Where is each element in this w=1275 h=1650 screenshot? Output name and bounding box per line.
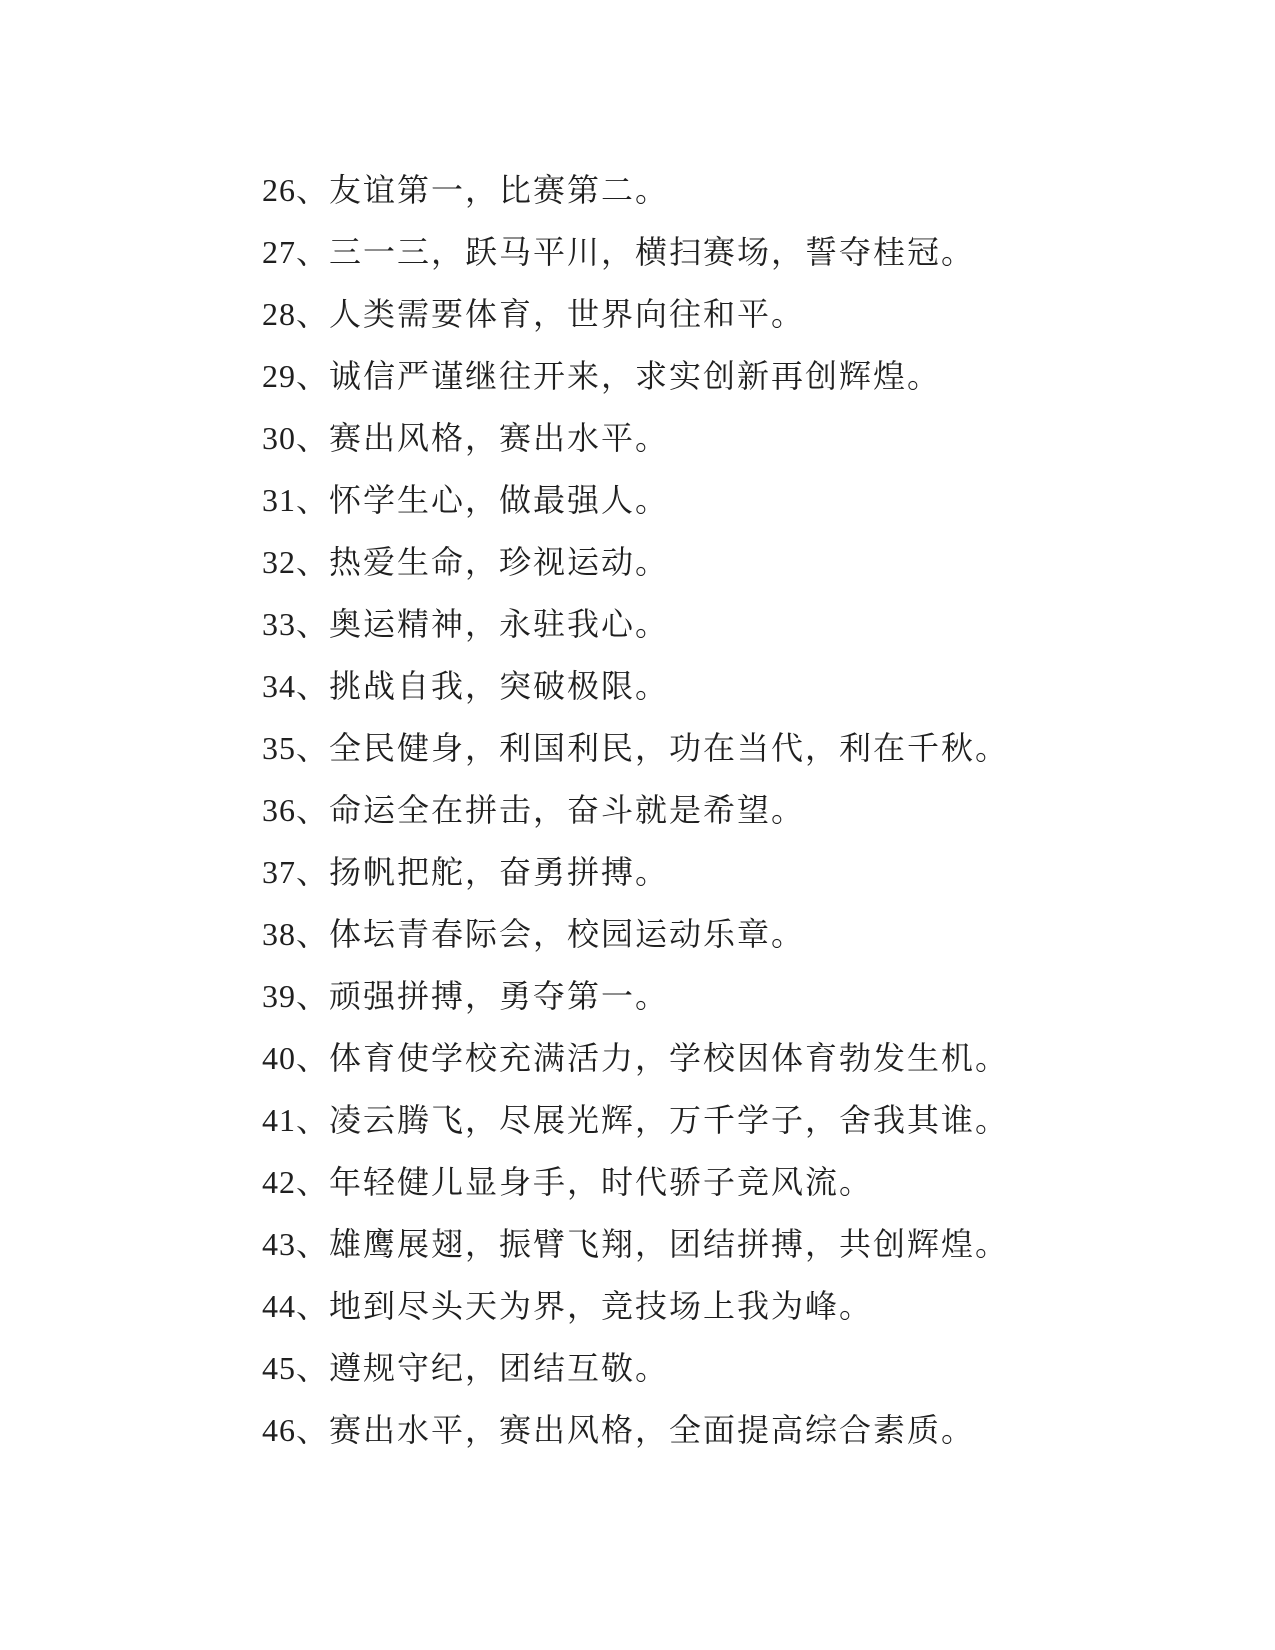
list-item: [262, 221, 1155, 283]
item-text: 年轻健儿显身手，时代骄子竞风流。: [329, 1164, 874, 1200]
item-number: 40、: [262, 1040, 330, 1076]
item-text: 奥运精神，永驻我心。: [329, 606, 670, 642]
item-number: 31、: [262, 482, 330, 518]
list-item: [262, 1213, 1155, 1275]
item-text: 体育使学校充满活力，学校因体育勃发生机。: [329, 1040, 1010, 1076]
list-item: [262, 1151, 1155, 1213]
item-number: 42、: [262, 1164, 330, 1200]
item-number: 43、: [262, 1226, 330, 1262]
list-item: [262, 345, 1155, 407]
item-number: 44、: [262, 1288, 330, 1324]
list-item: [262, 407, 1155, 469]
list-item: [262, 1337, 1155, 1399]
item-number: 27、: [262, 234, 330, 270]
list-item: [262, 841, 1155, 903]
item-number: 29、: [262, 358, 330, 394]
item-text: 命运全在拼击，奋斗就是希望。: [329, 792, 806, 828]
item-number: 32、: [262, 544, 330, 580]
list-item: [262, 531, 1155, 593]
list-item: [262, 903, 1155, 965]
item-number: 26、: [262, 172, 330, 208]
item-text: 体坛青春际会，校园运动乐章。: [329, 916, 806, 952]
item-number: 30、: [262, 420, 330, 456]
item-text: 顽强拼搏，勇夺第一。: [329, 978, 670, 1014]
list-item: [262, 1027, 1155, 1089]
list-item: [262, 655, 1155, 717]
item-text: 诚信严谨继往开来，求实创新再创辉煌。: [329, 358, 942, 394]
list-item: [262, 469, 1155, 531]
item-number: 45、: [262, 1350, 330, 1386]
item-text: 雄鹰展翅，振臂飞翔，团结拼搏，共创辉煌。: [329, 1226, 1010, 1262]
item-text: 遵规守纪，团结互敬。: [329, 1350, 670, 1386]
list-item: [262, 717, 1155, 779]
list-item: [262, 1089, 1155, 1151]
list-item: [262, 593, 1155, 655]
list-item: [262, 283, 1155, 345]
item-number: 38、: [262, 916, 330, 952]
item-text: 地到尽头天为界，竞技场上我为峰。: [329, 1288, 874, 1324]
list-item: [262, 159, 1155, 221]
item-text: 赛出风格，赛出水平。: [329, 420, 670, 456]
item-text: 凌云腾飞，尽展光辉，万千学子，舍我其谁。: [329, 1102, 1010, 1138]
item-number: 37、: [262, 854, 330, 890]
item-number: 41、: [262, 1102, 330, 1138]
item-number: 35、: [262, 730, 330, 766]
list-item: [262, 965, 1155, 1027]
item-number: 28、: [262, 296, 330, 332]
item-text: 赛出水平，赛出风格，全面提高综合素质。: [329, 1412, 976, 1448]
item-number: 39、: [262, 978, 330, 1014]
item-text: 挑战自我，突破极限。: [329, 668, 670, 704]
item-number: 46、: [262, 1412, 330, 1448]
list-item: [262, 779, 1155, 841]
item-text: 三一三，跃马平川，横扫赛场，誓夺桂冠。: [329, 234, 976, 270]
list-item: [262, 1275, 1155, 1337]
item-number: 36、: [262, 792, 330, 828]
item-text: 友谊第一，比赛第二。: [329, 172, 670, 208]
item-text: 扬帆把舵，奋勇拼搏。: [329, 854, 670, 890]
item-text: 人类需要体育，世界向往和平。: [329, 296, 806, 332]
item-text: 全民健身，利国利民，功在当代，利在千秋。: [329, 730, 1010, 766]
item-text: 热爱生命，珍视运动。: [329, 544, 670, 580]
item-text: 怀学生心，做最强人。: [329, 482, 670, 518]
item-number: 34、: [262, 668, 330, 704]
item-number: 33、: [262, 606, 330, 642]
list-item: [262, 1399, 1155, 1461]
